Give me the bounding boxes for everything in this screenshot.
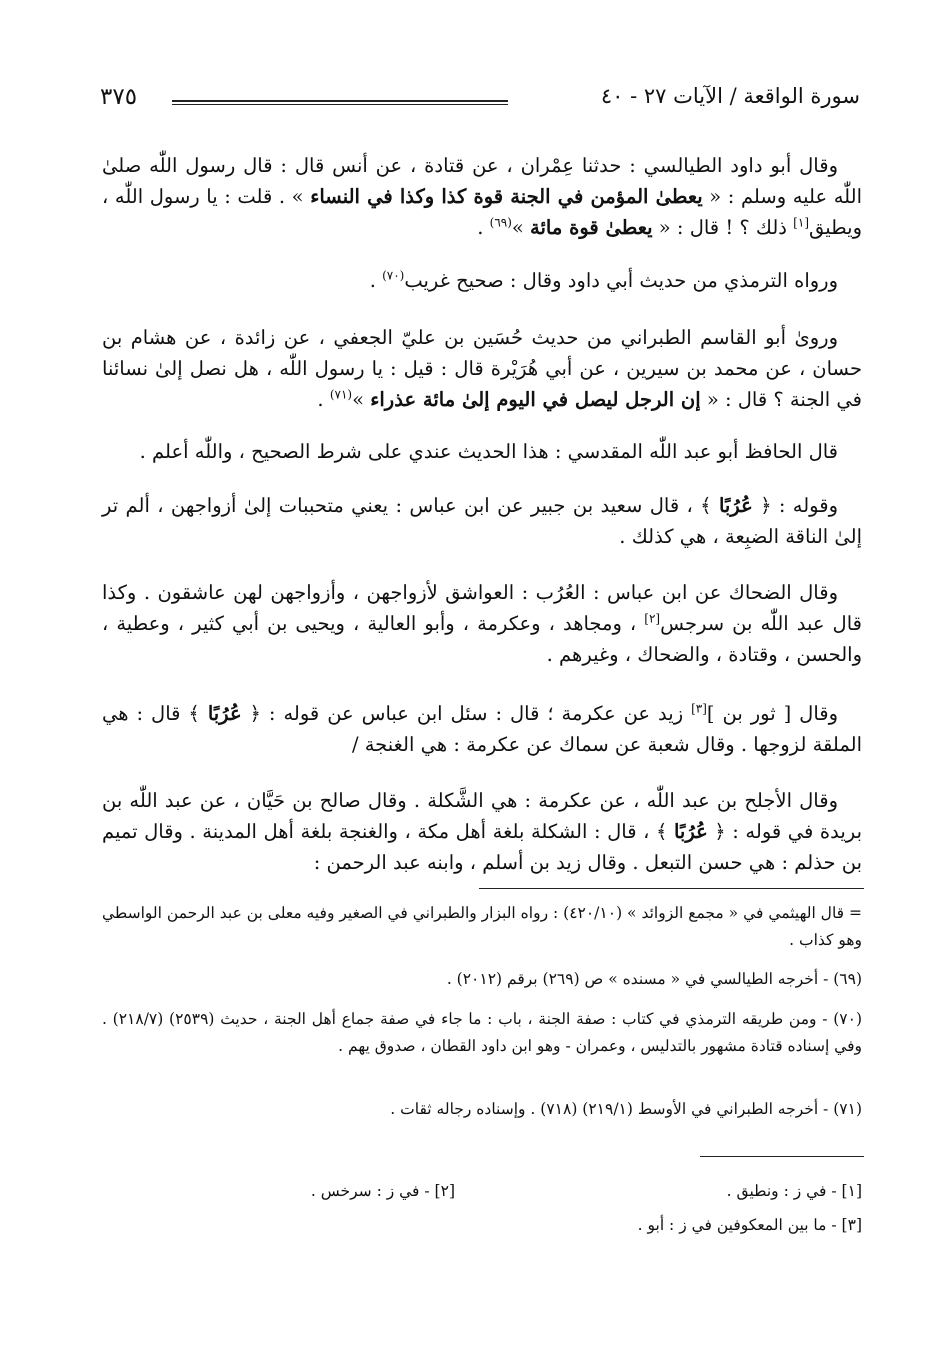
footnotes-rule [479, 888, 864, 889]
hadith-text: يعطىٰ قوة مائة [530, 216, 653, 239]
footnote-continuation: = قال الهيثمي في « مجمع الزوائد » (٤٢٠/١٠) : رواه البزار والطبراني في الصغير وفيه معلى بن عبد الرحمن الواسطي وهو كذاب . [102, 904, 863, 949]
paragraph-3 [102, 322, 862, 415]
paragraph-text: » . قلت : يا رسول اللّٰه ، ويطيق [102, 185, 862, 239]
paragraph-7 [102, 698, 862, 760]
quran-word: عُرُبًا [718, 494, 753, 517]
quran-word: عُرُبًا [207, 702, 242, 725]
footnote-reference: (٧٠) [382, 268, 405, 283]
paragraph-text: وقوله : ﴿ [752, 494, 838, 517]
paragraph-8 [102, 785, 862, 878]
paragraph-text: » [352, 388, 371, 411]
paragraph-text: ، ومجاهد ، وعكرمة ، وأبو العالية ، ويحيى بن أبي كثير ، وعطية ، والحسن ، وقتادة ، والضحاك ، وغيرهم . [102, 612, 862, 666]
footnote-69: (٦٩) - أخرجه الطيالسي في « مسنده » ص (٢٦٩) برقم (٢٠١٢) . [446, 970, 862, 988]
paragraph-text: . [317, 388, 330, 411]
footnote-70: (٧٠) - ومن طريقه الترمذي في كتاب : صفة الجنة ، باب : ما جاء في صفة جماع أهل الجنة ، حديث (٢٥٣٩) (٢١٨/٧) . وفي إسناده قتادة مشهور بالتدليس ، وعمران - وهو ابن داود القطان ، صدوق يهم . [102, 1010, 863, 1055]
note-2: [٢] - في ز : سرخس . [310, 1182, 455, 1200]
running-header-title: سورة الواقعة / الآيات ٢٧ - ٤٠ [600, 84, 860, 108]
note-reference: [٣] [691, 701, 707, 716]
paragraph-text: وروىٰ أبو القاسم الطبراني من حديث حُسَين بن عليّ الجعفي ، عن زائدة ، عن هشام بن حسان ، عن محمد بن سيرين ، عن أبي هُرَيْرة قال : قيل : يا رسول اللّٰه ، هل نصل إلىٰ نسائنا في الجنة ؟ قال : « [102, 326, 862, 411]
paragraph-text: » [511, 216, 531, 239]
paragraph-text: زيد عن عكرمة ؛ قال : سئل ابن عباس عن قوله : ﴿ [241, 702, 692, 725]
header-rule [172, 100, 508, 105]
paragraph-6 [102, 577, 862, 670]
page-number: ٣٧٥ [100, 84, 138, 110]
paragraph-text: وقال [ ثور بن ] [706, 702, 839, 725]
paragraph-text: وقال أبو داود الطيالسي : حدثنا عِمْران ، عن قتادة ، عن أنس قال : قال رسول اللّٰه صلىٰ اللّٰه عليه وسلم : « [102, 154, 863, 208]
hadith-text: يعطىٰ المؤمن في الجنة قوة كذا وكذا في النساء [310, 185, 703, 208]
paragraph-text: وقال الضحاك عن ابن عباس : العُرُب : العواشق لأزواجهن ، وأزواجهن لهن عاشقون . وكذا قال عبد اللّٰه بن سرجس [102, 581, 862, 635]
footnote-reference: (٧١) [329, 387, 353, 402]
paragraph-text: ﴾ ، قال : الشكلة بلغة أهل مكة ، والغنجة بلغة أهل المدينة . وقال تميم بن حذلم : هي حسن التبعل . وقال زيد بن أسلم ، وابنه عبد الرحمن : [102, 820, 862, 874]
paragraph-1 [102, 150, 862, 243]
paragraph-text: ورواه الترمذي من حديث أبي داود وقال : صحيح غريب [404, 269, 838, 292]
quran-word: عُرُبًا [673, 820, 708, 843]
paragraph-text: وقال الأجلح بن عبد اللّٰه ، عن عكرمة : هي الشَّكلة . وقال صالح بن حَيَّان ، عن عبد اللّٰه بن بريدة في قوله : ﴿ [102, 789, 862, 843]
footnote-reference: (٦٩) [489, 215, 512, 230]
paragraph-text: ﴾ ، قال سعيد بن جبير عن ابن عباس : يعني متحببات إلىٰ أزواجهن ، ألم تر إلىٰ الناقة الضبِعة ، هي كذلك . [102, 494, 862, 548]
paragraph-text: . [369, 269, 383, 292]
paragraph-5 [102, 490, 862, 552]
note-reference: [٢] [644, 611, 661, 626]
footnote-71: (٧١) - أخرجه الطبراني في الأوسط (٢١٩/١) (٧١٨) . وإسناده رجاله ثقات . [390, 1100, 862, 1118]
note-3: [٣] - ما بين المعكوفين في ز : أبو . [637, 1216, 862, 1234]
paragraph-4 [102, 436, 862, 467]
note-reference: [١] [793, 215, 809, 230]
paragraph-text: قال الحافظ أبو عبد اللّٰه المقدسي : هذا الحديث عندي على شرط الصحيح ، واللّٰه أعلم . [139, 440, 838, 463]
paragraph-text: ذلك ؟ ! قال : « [652, 216, 794, 239]
paragraph-2 [102, 265, 862, 296]
notes-rule [700, 1156, 864, 1157]
note-1: [١] - في ز : ونطيق . [726, 1182, 862, 1200]
paragraph-text: . [477, 216, 490, 239]
hadith-text: إن الرجل ليصل في اليوم إلىٰ مائة عذراء [370, 388, 701, 411]
paragraph-text: ﴾ قال : هي الملقة لزوجها . وقال شعبة عن سماك عن عكرمة : هي الغنجة / [102, 702, 862, 756]
